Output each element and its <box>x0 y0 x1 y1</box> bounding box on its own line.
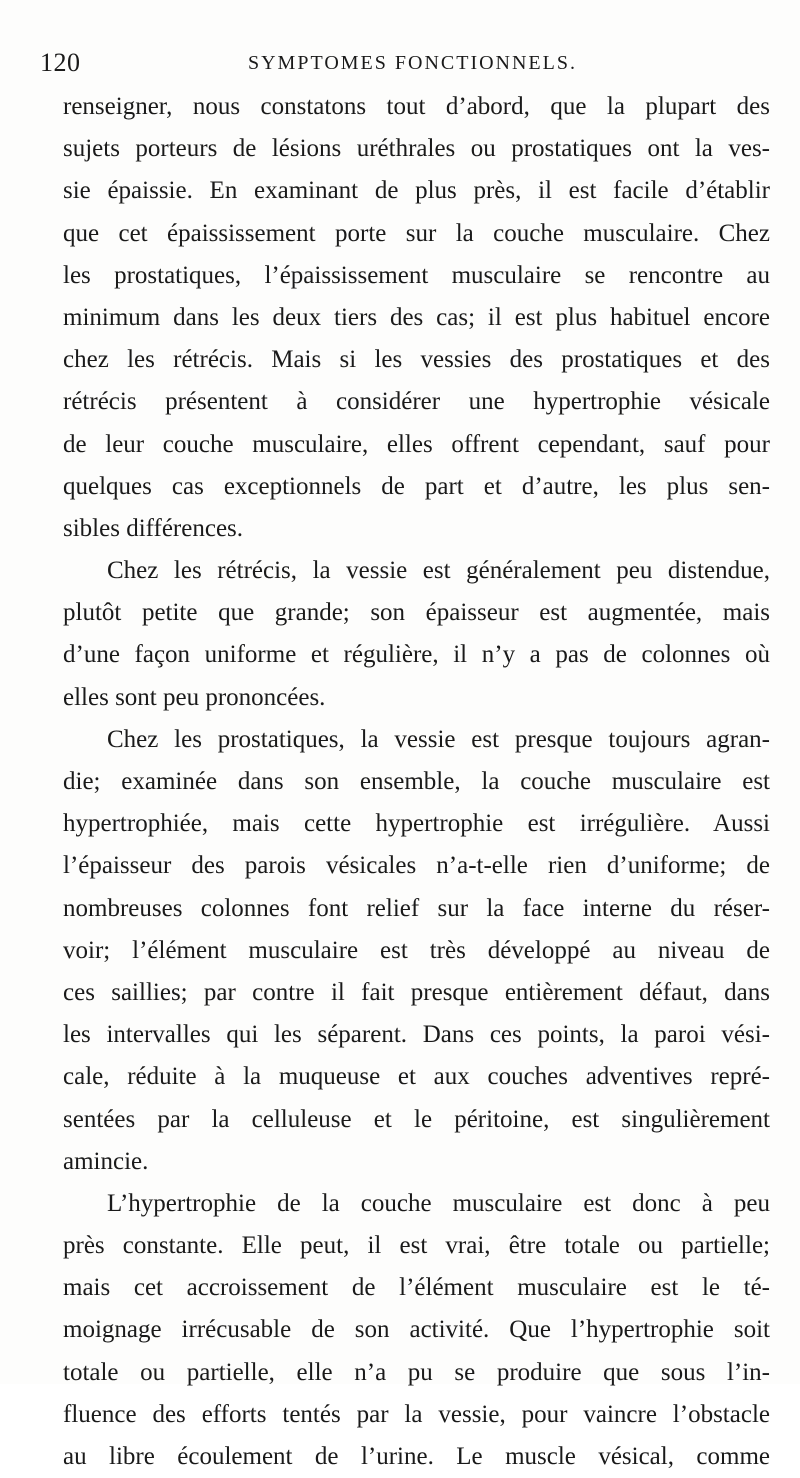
text-line: amincie. <box>63 1147 149 1175</box>
text-line: elles sont peu prononcées. <box>63 683 326 711</box>
text-line: fluence des efforts tentés par la vessie, pour vaincre l’obstacle <box>63 1400 770 1428</box>
text-line: d’une façon uniforme et régulière, il n’y a pas de colonnes où <box>63 641 770 669</box>
text-line: L’hypertrophie de la couche musculaire est donc à peu <box>107 1189 770 1217</box>
page-header <box>40 48 785 82</box>
text-line: moignage irrécusable de son activité. Que l’hypertrophie soit <box>63 1316 770 1344</box>
text-line: sibles différences. <box>63 514 244 542</box>
text-line: que cet épaississement porte sur la couche musculaire. Chez <box>63 219 770 247</box>
text-line: minimum dans les deux tiers des cas; il est plus habituel encore <box>63 303 770 331</box>
text-line: hypertrophiée, mais cette hypertrophie est irrégulière. Aussi <box>63 810 770 838</box>
body-text <box>63 86 770 1478</box>
text-line: nombreuses colonnes font relief sur la face interne du réser- <box>63 894 770 922</box>
text-line: sie épaissie. En examinant de plus près, il est facile d’établir <box>63 177 770 205</box>
text-line: quelques cas exceptionnels de part et d’autre, les plus sen- <box>63 472 770 500</box>
text-line: die; examinée dans son ensemble, la couche musculaire est <box>63 768 770 795</box>
text-line: voir; l’élément musculaire est très développé au niveau de <box>63 936 770 964</box>
text-line: Chez les prostatiques, la vessie est presque toujours agran- <box>107 725 770 753</box>
text-line: plutôt petite que grande; son épaisseur est augmentée, mais <box>63 599 770 627</box>
running-title: SYMPTOMES FONCTIONNELS. <box>247 52 577 74</box>
text-line: renseigner, nous constatons tout d’abord, que la plupart des <box>63 93 770 120</box>
text-line: mais cet accroissement de l’élément musculaire est le té- <box>63 1274 770 1302</box>
text-line: les prostatiques, l’épaississement musculaire se rencontre au <box>63 261 770 289</box>
text-line: l’épaisseur des parois vésicales n’a-t-elle rien d’uniforme; de <box>63 852 770 880</box>
text-line: cale, réduite à la muqueuse et aux couches adventives repré- <box>63 1063 770 1091</box>
text-line: ces saillies; par contre il fait presque entièrement défaut, dans <box>63 978 770 1006</box>
page-number: 120 <box>40 48 81 77</box>
text-line: près constante. Elle peut, il est vrai, être totale ou partielle; <box>63 1232 770 1260</box>
text-line: de leur couche musculaire, elles offrent cependant, sauf pour <box>63 430 770 458</box>
text-line: rétrécis présentent à considérer une hypertrophie vésicale <box>63 388 770 416</box>
text-line: Chez les rétrécis, la vessie est généralement peu distendue, <box>107 557 770 585</box>
text-line: chez les rétrécis. Mais si les vessies des prostatiques et des <box>63 346 770 374</box>
text-line: totale ou partielle, elle n’a pu se produire que sous l’in- <box>63 1358 770 1386</box>
text-line: les intervalles qui les séparent. Dans ces points, la paroi vési- <box>63 1021 770 1049</box>
text-line: au libre écoulement de l’urine. Le muscle vésical, comme <box>63 1443 770 1470</box>
text-line: sentées par la celluleuse et le péritoine, est singulièrement <box>63 1105 770 1133</box>
text-line: sujets porteurs de lésions uréthrales ou prostatiques ont la ves- <box>63 135 770 163</box>
